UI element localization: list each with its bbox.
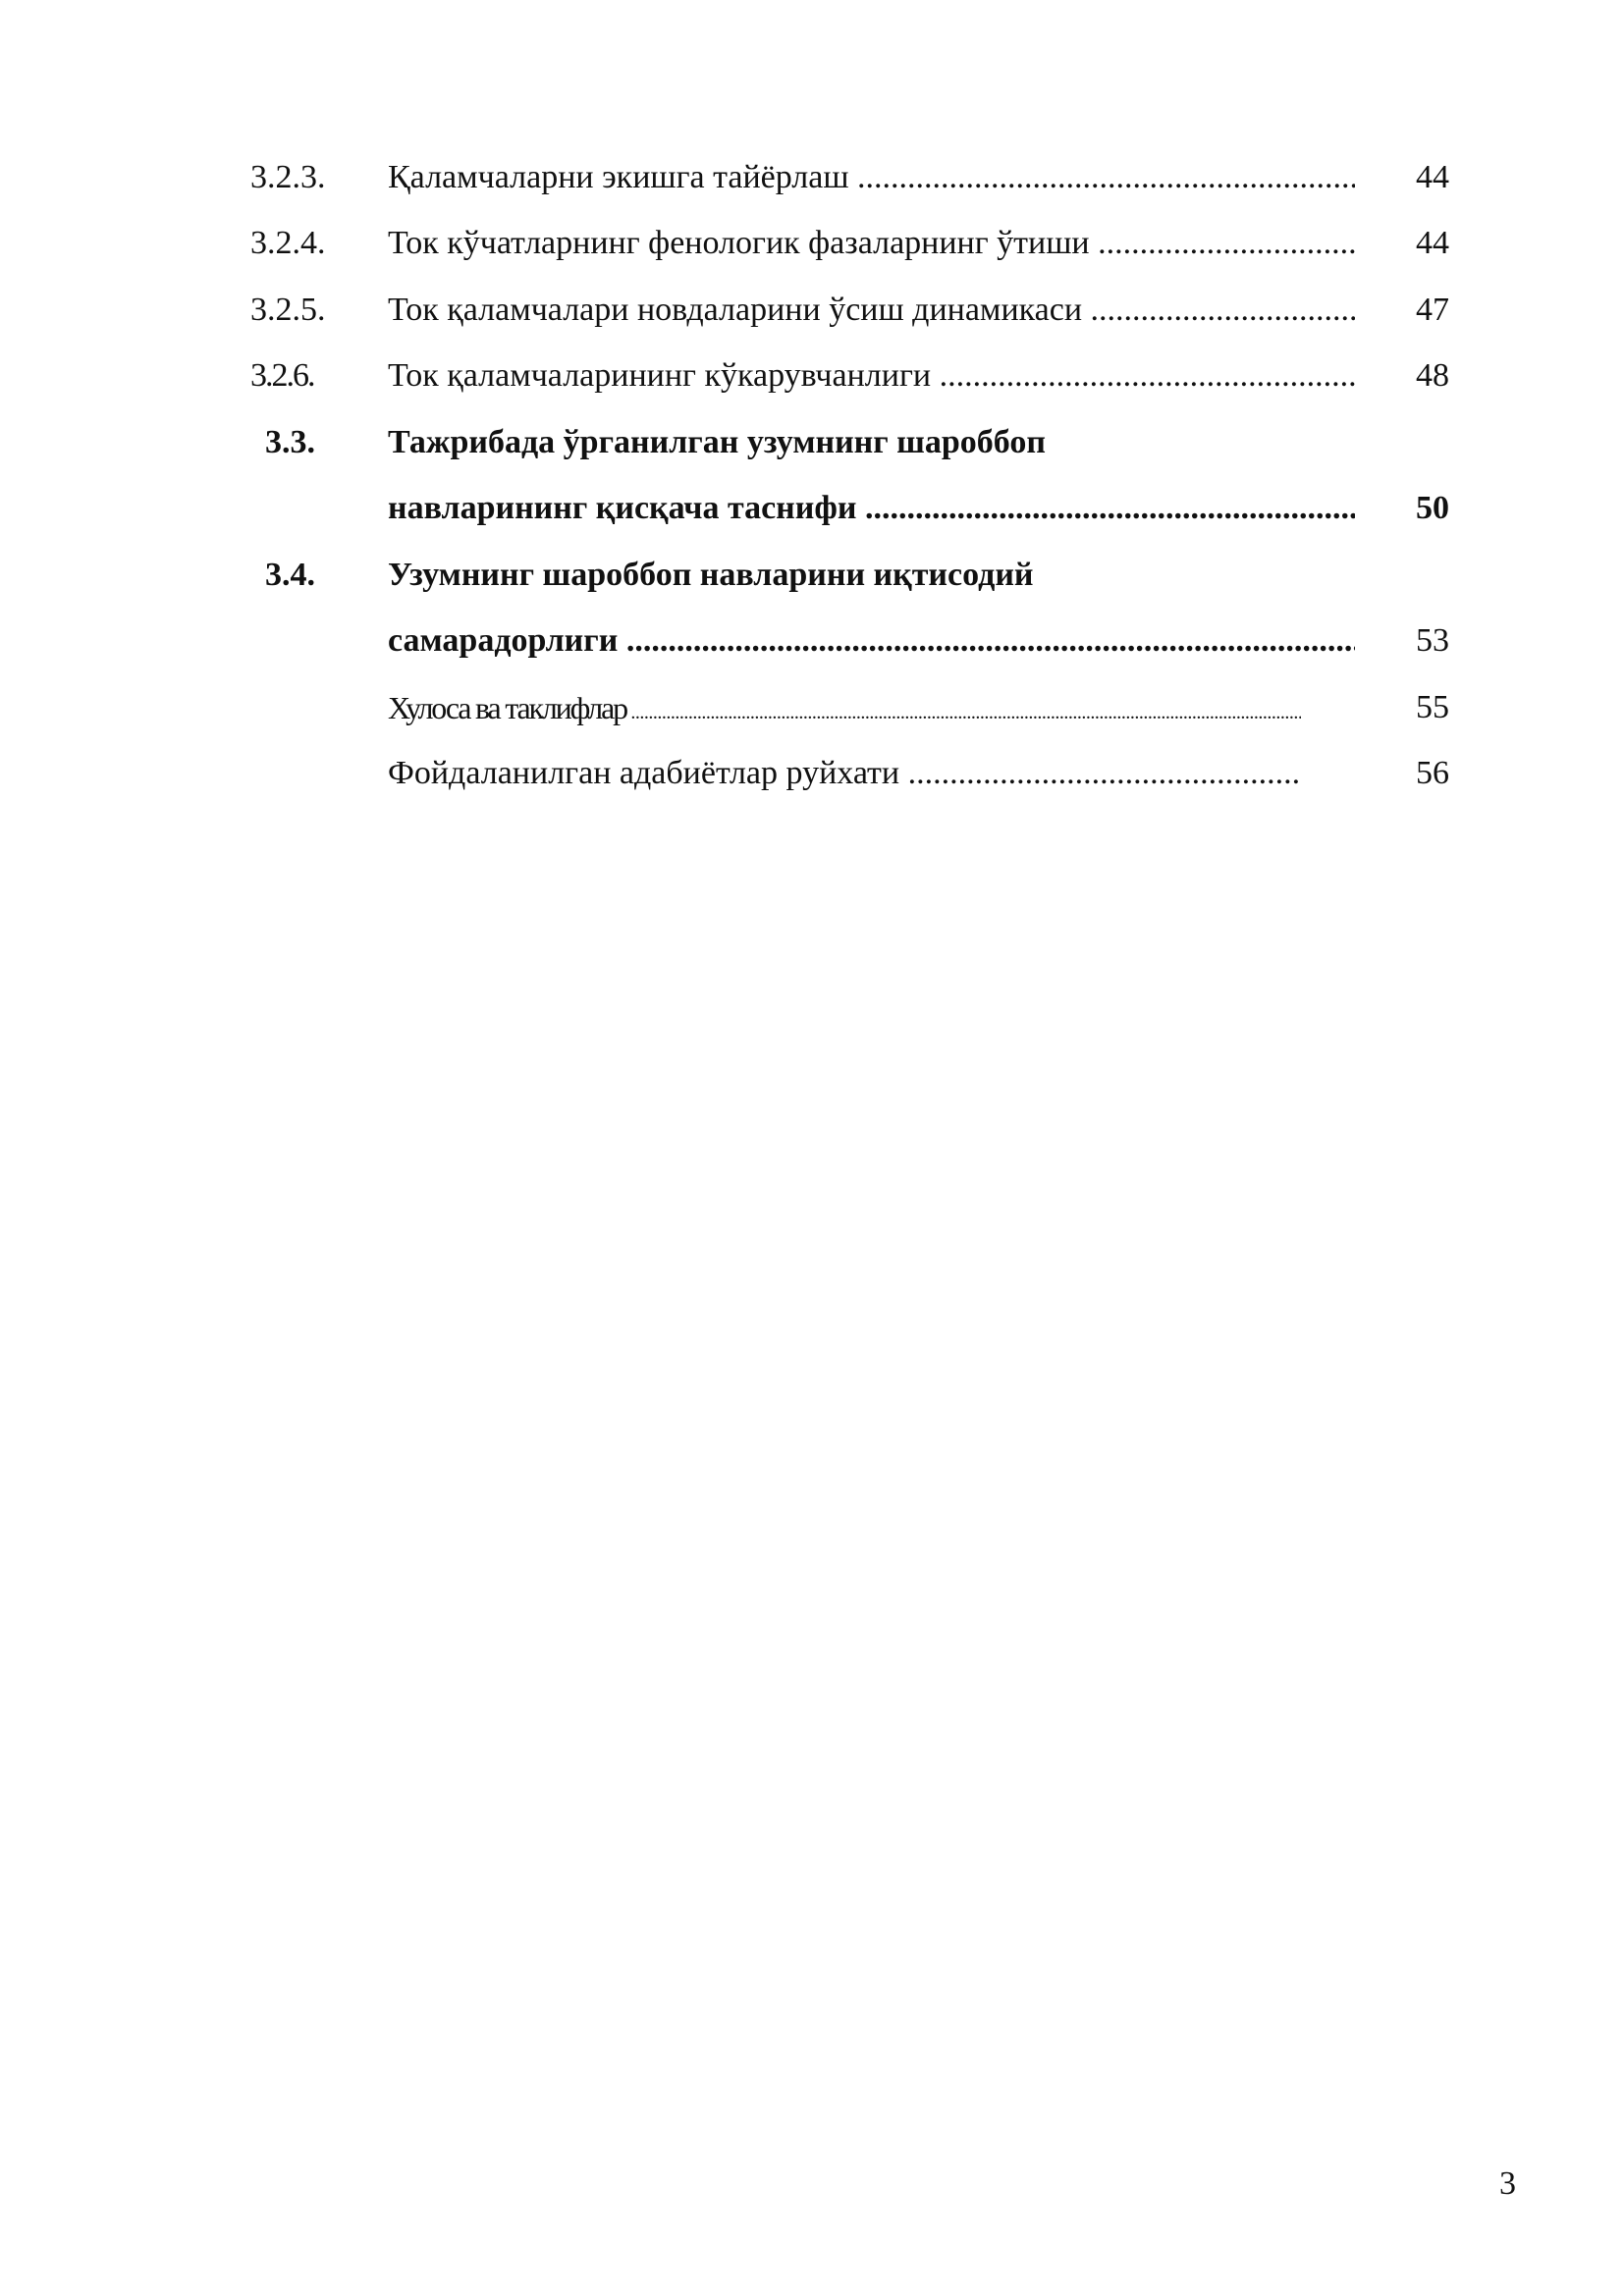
toc-entry-3-4-continued	[0, 616, 1624, 666]
dot-leader	[618, 622, 1355, 659]
toc-entry-3-2-6	[0, 351, 1624, 400]
toc-entry-3-3	[0, 418, 1624, 467]
toc-entry-page: 56	[1416, 755, 1449, 791]
toc-entry-title-text: Фойдаланилган адабиётлар руйхати	[388, 755, 900, 791]
toc-entry-title-text: Ток қаламчалари новдаларини ўсиш динамикаси	[388, 292, 1083, 328]
toc-entry-title-text: Ток қаламчаларининг кўкарувчанлиги	[388, 357, 932, 394]
toc-entry-title-line1: Узумнинг шароббоп навларини иқтисодий	[388, 557, 1034, 593]
page-number: 3	[1499, 2165, 1516, 2202]
toc-entry-number: 3.4.	[265, 557, 315, 593]
toc-entry-3-2-4	[0, 219, 1624, 268]
toc-entry-title	[388, 683, 1301, 737]
toc-entry-page: 44	[1416, 225, 1449, 261]
toc-entry-number: 3.2.6.	[250, 357, 314, 394]
toc-entry-title-line1: Тажрибада ўрганилган узумнинг шароббоп	[388, 424, 1046, 460]
toc-entry-title-line2	[388, 616, 1355, 666]
toc-entry-3-2-5	[0, 286, 1624, 335]
toc-entry-page: 44	[1416, 159, 1449, 195]
dot-leader	[1082, 292, 1355, 328]
toc-entry-references	[0, 749, 1624, 798]
toc-entry-title	[388, 749, 1299, 798]
toc-entry-page: 48	[1416, 357, 1449, 394]
dot-leader	[849, 159, 1355, 195]
toc-entry-page: 55	[1416, 689, 1449, 725]
toc-entry-title-text: самарадорлиги	[388, 622, 619, 659]
toc-entry-3-4	[0, 551, 1624, 600]
toc-entry-title	[388, 286, 1355, 335]
dot-leader	[1090, 225, 1355, 261]
toc-entry-3-3-continued	[0, 484, 1624, 533]
toc-entry-number: 3.3.	[265, 424, 315, 460]
dot-leader	[626, 690, 1301, 725]
toc-entry-title	[388, 153, 1355, 202]
toc-entry-title-text: Хулоса ва таклифлар	[388, 690, 626, 725]
toc-entry-number: 3.2.3.	[250, 159, 326, 195]
toc-entry-page: 47	[1416, 292, 1449, 328]
toc-entry-page: 53	[1416, 622, 1449, 659]
toc-entry-title-line2	[388, 484, 1355, 533]
toc-entry-title-text: Ток кўчатларнинг фенологик фазаларнинг ўтиши	[388, 225, 1090, 261]
toc-entry-conclusions	[0, 683, 1624, 732]
toc-entry-number: 3.2.5.	[250, 292, 326, 328]
toc-entry-page: 50	[1416, 490, 1449, 526]
dot-leader	[856, 490, 1355, 526]
dot-leader	[899, 755, 1299, 791]
toc-entry-title-text: навларининг қисқача таснифи	[388, 490, 857, 526]
toc-entry-title	[388, 219, 1355, 268]
toc-entry-number: 3.2.4.	[250, 225, 326, 261]
toc-entry-title-text: Қаламчаларни экишга тайёрлаш	[388, 159, 849, 195]
dot-leader	[931, 357, 1355, 394]
toc-entry-3-2-3	[0, 153, 1624, 202]
toc-entry-title	[388, 351, 1355, 400]
